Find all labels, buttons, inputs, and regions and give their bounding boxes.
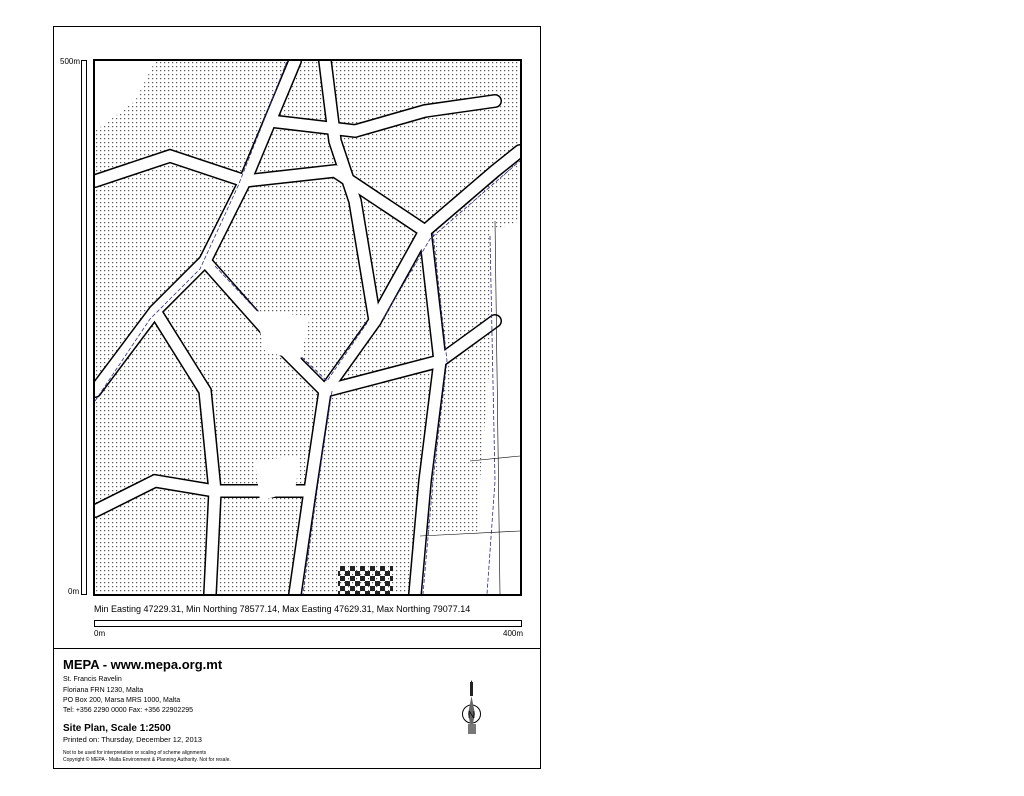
horizontal-scale-right-label: 400m [503,629,524,638]
north-letter: N [467,710,476,721]
disclaimer-text: Not to be used for interpretation or scaling of scheme alignments [63,750,207,756]
horizontal-scale-bar [94,620,522,627]
footer-divider [54,648,540,649]
address-line: Floriana FRN 1230, Malta [63,687,144,694]
vertical-scale-top-label: 500m [60,57,81,66]
address-line: St. Francis Ravelin [63,676,122,683]
printed-date: Printed on: Thursday, December 12, 2013 [63,735,202,744]
copyright-text: Copyright © MEPA - Malta Environment & Planning Authority. Not for resale. [63,757,231,763]
address-line: PO Box 200, Marsa MRS 1000, Malta [63,697,181,704]
north-arrow-icon [457,680,487,736]
horizontal-scale-left-label: 0m [94,629,106,638]
street-map-icon [95,61,520,594]
contact-line: Tel: +356 2290 0000 Fax: +356 22902295 [63,707,193,714]
vertical-scale-bottom-label: 0m [68,587,80,596]
plan-title: Site Plan, Scale 1:2500 [63,723,171,734]
site-map [93,59,522,596]
organization-title: MEPA - www.mepa.org.mt [63,657,223,672]
vertical-scale-bar [81,60,87,595]
map-extent-text: Min Easting 47229.31, Min Northing 78577.14, Max Easting 47629.31, Max Northing 79077.14 [94,604,471,614]
